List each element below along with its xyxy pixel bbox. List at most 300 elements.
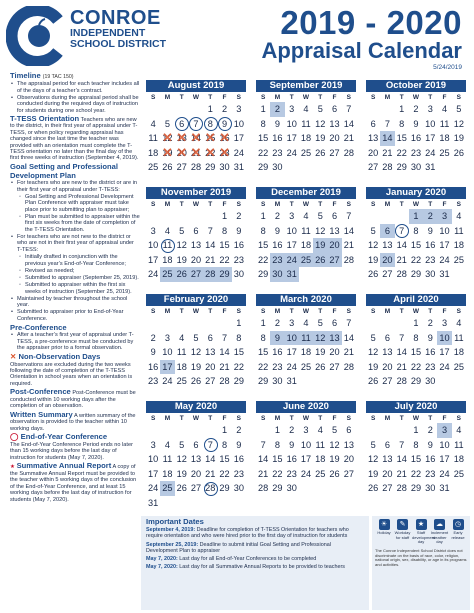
calendar-empty-cell <box>160 209 174 224</box>
month-calendar <box>146 294 246 389</box>
calendar-day: 29 <box>205 162 216 173</box>
weekday-label: S <box>456 93 462 101</box>
calendar-empty-cell <box>342 267 356 282</box>
weekday-label: T <box>289 414 294 422</box>
calendar-day: 20 <box>329 133 340 144</box>
legend-note: The Conroe Independent School District does not discriminate on the basis of race, color, religion, national origin, sex, disability, or age in its programs and activities. <box>375 547 467 568</box>
header <box>0 0 474 71</box>
calendar-empty-cell <box>160 496 174 511</box>
weekday-label: S <box>456 200 462 208</box>
calendar-day: 11 <box>301 118 311 129</box>
important-dates-heading: Important Dates <box>146 517 204 526</box>
legend-label: Workday for staff <box>394 530 411 540</box>
calendar-day: 14 <box>380 131 394 146</box>
important-dates-panel <box>141 516 369 610</box>
calendar-day: 26 <box>162 162 173 173</box>
calendar-day: 15 <box>410 347 422 358</box>
non-observation-text: Observations are excluded during the two weeks following the date of completion of the T-TESS Orientation in school years when an orientation is required. <box>10 361 133 387</box>
calendar-day: 20 <box>190 254 202 265</box>
month-header: April 2020 <box>366 294 466 306</box>
calendar-day: 15 <box>258 133 269 144</box>
calendar-day: 11 <box>162 454 173 465</box>
calendar-day: 12 <box>176 454 187 465</box>
calendar-day: 12 <box>453 118 464 129</box>
calendar-day: 21 <box>343 133 354 144</box>
calendar-day: 30 <box>425 269 436 280</box>
calendar-day: 4 <box>317 425 323 436</box>
calendar-day: 5 <box>317 318 323 329</box>
calendar-day: 1 <box>260 211 266 222</box>
calendar-day: 17 <box>439 454 450 465</box>
calendar-day: 7 <box>203 438 217 453</box>
summative-section <box>10 462 140 503</box>
calendar-day: 22 <box>396 147 407 158</box>
calendar-day: 5 <box>179 225 185 236</box>
calendar-day: 22 <box>410 361 422 372</box>
calendar-empty-cell <box>299 374 313 389</box>
calendar-empty-cell <box>327 374 341 389</box>
calendar-day: 9 <box>274 225 280 236</box>
calendar-day: 31 <box>148 497 159 508</box>
weekday-label: S <box>236 93 242 101</box>
circle-icon: ◯ <box>10 432 19 442</box>
important-date-item: May 7, 2020: Last day for all Summative Annual Reports to be provided to teachers <box>146 564 345 571</box>
weekday-label: F <box>332 200 337 208</box>
calendar-day: 29 <box>410 269 422 280</box>
calendar-day: 4 <box>179 332 185 343</box>
calendar-day: 15 <box>410 240 422 251</box>
weekday-label: S <box>236 200 242 208</box>
x-mark-icon: ✕ <box>10 351 17 361</box>
calendar-day: ✕ 19 <box>160 146 174 161</box>
calendar-day: 1 <box>409 209 423 224</box>
calendar-day: 21 <box>382 147 393 158</box>
calendar-day: 23 <box>272 361 283 372</box>
weekday-label: T <box>289 200 294 208</box>
calendar-day: 9 <box>413 118 419 129</box>
weekday-label: M <box>274 200 281 208</box>
calendar-day: 25 <box>315 468 326 479</box>
calendar-day: 16 <box>425 240 436 251</box>
month-calendar <box>256 187 356 282</box>
calendar-day: 11 <box>439 118 450 129</box>
calendar-day: 23 <box>425 254 436 265</box>
goal-sub-bullet: ◦ Revised as needed; <box>10 268 140 274</box>
calendar-day: 8 <box>413 225 419 236</box>
calendar-empty-cell <box>285 160 299 175</box>
calendar-day: 8 <box>203 117 217 132</box>
calendar-day: 17 <box>286 347 297 358</box>
workday-icon: ✎ <box>397 519 408 530</box>
calendar-day: ✕ 15 <box>203 131 217 146</box>
weekday-label: T <box>318 414 323 422</box>
calendar-day: 24 <box>439 254 450 265</box>
weekday-label: M <box>164 200 171 208</box>
calendar-day: 2 <box>289 425 295 436</box>
calendar-day: 12 <box>315 225 326 236</box>
calendar-day: 15 <box>219 454 230 465</box>
district-logo-icon <box>6 6 66 66</box>
calendar-day: 1 <box>399 104 405 115</box>
calendar-empty-cell <box>366 423 380 438</box>
calendar-day: 16 <box>272 133 283 144</box>
calendar-day: 24 <box>300 468 312 479</box>
month-header: January 2020 <box>366 187 466 199</box>
calendar-day: 24 <box>286 361 297 372</box>
weekday-label: W <box>192 93 200 101</box>
calendar-day: 18 <box>439 133 450 144</box>
calendar-day: 17 <box>160 360 174 375</box>
calendar-empty-cell <box>395 209 409 224</box>
calendar-day: 23 <box>410 147 422 158</box>
calendar-day: 24 <box>233 147 244 158</box>
calendar-day: 3 <box>236 104 242 115</box>
weekday-label: S <box>370 93 376 101</box>
weekday-label: S <box>370 200 376 208</box>
weekday-label: T <box>208 93 213 101</box>
calendar-day: 21 <box>219 361 230 372</box>
calendar-day: 3 <box>437 423 451 438</box>
calendar-day: 26 <box>329 468 340 479</box>
calendar-day: ✕ 23 <box>217 146 231 161</box>
weekday-label: M <box>274 307 281 315</box>
weekday-label: S <box>456 414 462 422</box>
weekday-label: T <box>428 200 433 208</box>
calendar-day: 14 <box>343 332 354 343</box>
calendar-day: 2 <box>427 425 433 436</box>
calendar-day: 15 <box>410 454 422 465</box>
calendar-day: 3 <box>150 225 156 236</box>
weekday-label: S <box>260 200 266 208</box>
calendar-day: 2 <box>274 211 280 222</box>
calendar-day: 27 <box>190 483 202 494</box>
calendar-day: 28 <box>396 269 407 280</box>
calendar-day: 17 <box>286 240 297 251</box>
title-name: Appraisal Calendar <box>261 38 462 63</box>
calendar-day: 10 <box>425 118 436 129</box>
weekday-label: F <box>442 93 447 101</box>
calendar-day: 21 <box>205 468 216 479</box>
calendar-day: 11 <box>454 439 464 450</box>
calendar-day: 22 <box>272 468 283 479</box>
calendar-empty-cell <box>160 316 174 331</box>
early-release-icon: ◷ <box>453 519 464 530</box>
calendar-day: 5 <box>179 439 185 450</box>
calendar-empty-cell <box>232 496 246 511</box>
calendar-day: 26 <box>175 267 189 282</box>
calendar-day: 12 <box>368 347 379 358</box>
calendar-day: 18 <box>176 361 187 372</box>
goal-setting-heading: Goal Setting and Professional Development Plan <box>10 162 119 180</box>
legend-item <box>394 519 412 545</box>
calendar-day: 17 <box>233 133 244 144</box>
legend-label: Inclement weather day <box>430 530 449 545</box>
calendar-day: 17 <box>425 133 436 144</box>
weekday-label: T <box>318 93 323 101</box>
important-date-item: May 7, 2020: Last day for all End-of-Year Conferences to be completed <box>146 556 317 563</box>
calendar-day: 8 <box>260 225 266 236</box>
calendar-day: 14 <box>343 118 354 129</box>
calendar-empty-cell <box>342 374 356 389</box>
summative-heading: Summative Annual Report <box>16 461 112 471</box>
month-header: October 2019 <box>366 80 466 92</box>
calendar-day: 19 <box>176 254 187 265</box>
calendar-empty-cell <box>203 209 217 224</box>
calendar-day: 2 <box>413 104 419 115</box>
calendar-day: 25 <box>148 162 159 173</box>
calendar-day: 28 <box>219 376 230 387</box>
calendar-empty-cell <box>299 267 313 282</box>
calendar-day: 19 <box>315 347 326 358</box>
calendar-day: 3 <box>289 211 295 222</box>
calendar-day: ✕ 22 <box>203 146 217 161</box>
weekday-label: M <box>384 200 391 208</box>
weekday-label: T <box>428 93 433 101</box>
orientation-section <box>10 115 140 162</box>
calendar-day: 19 <box>453 133 464 144</box>
calendar-day: 9 <box>427 439 433 450</box>
calendar-day: 5 <box>370 439 376 450</box>
calendar-day: 11 <box>454 225 464 236</box>
month-calendar <box>146 401 246 510</box>
calendar-empty-cell <box>380 423 394 438</box>
calendar-empty-cell <box>366 102 380 117</box>
calendar-day: 29 <box>217 267 231 282</box>
calendar-day: 3 <box>164 332 170 343</box>
calendar-day: 16 <box>425 347 436 358</box>
calendar-day: 3 <box>427 104 433 115</box>
calendar-empty-cell <box>395 423 409 438</box>
calendar-day: 8 <box>260 118 266 129</box>
calendar-empty-cell <box>189 209 203 224</box>
calendar-day: 13 <box>382 240 393 251</box>
legend-icons <box>375 519 467 545</box>
weather-icon: ☁ <box>436 521 443 528</box>
calendar-day: ✕ 16 <box>217 131 231 146</box>
calendar-day: 9 <box>150 347 156 358</box>
calendar-day: 28 <box>190 162 202 173</box>
legend-item <box>375 519 393 545</box>
goal-bullet: • Maintained by teacher throughout the school year. <box>10 296 140 309</box>
calendar-day: 30 <box>410 162 422 173</box>
calendar-day: 17 <box>286 133 297 144</box>
calendar-empty-cell <box>175 316 189 331</box>
calendar-empty-cell <box>366 209 380 224</box>
calendar-day: 6 <box>384 439 390 450</box>
month-calendar <box>366 187 466 282</box>
weekday-label: T <box>179 414 184 422</box>
month-calendar <box>366 294 466 389</box>
calendar-day: 13 <box>190 240 202 251</box>
calendar-day: 2 <box>236 211 242 222</box>
calendar-day: 29 <box>258 162 269 173</box>
end-of-year-heading: ◯ End-of-Year Conference <box>10 432 108 442</box>
weekday-label: M <box>384 93 391 101</box>
calendar-day: 31 <box>286 376 297 387</box>
calendar-day: 16 <box>286 454 297 465</box>
calendar-day: 1 <box>207 104 213 115</box>
weekday-label: W <box>412 93 420 101</box>
calendar-day: 23 <box>425 468 436 479</box>
calendar-day: 1 <box>221 425 228 436</box>
month-header: December 2019 <box>256 187 356 199</box>
weekday-label: S <box>150 93 156 101</box>
calendar-empty-cell <box>327 267 341 282</box>
legend-item <box>449 519 467 545</box>
month-header: November 2019 <box>146 187 246 199</box>
weekday-label: T <box>318 307 323 315</box>
calendar-day: 4 <box>164 225 170 236</box>
post-conference-text: Post-Conference must be conducted within 10 working days after the completion of an observation. <box>10 390 136 410</box>
calendar-day: 1 <box>274 425 280 436</box>
calendar-day: 21 <box>396 468 407 479</box>
calendar-day: 30 <box>286 483 297 494</box>
weekday-label: T <box>179 93 184 101</box>
calendar-day: 6 <box>207 332 213 343</box>
calendar-day: 14 <box>258 454 269 465</box>
weekday-label: T <box>399 200 404 208</box>
orientation-heading: T-TESS Orientation <box>10 113 80 123</box>
weekday-label: T <box>179 307 184 315</box>
calendar-empty-cell <box>437 374 451 389</box>
weekday-label: S <box>346 307 352 315</box>
calendar-day: 1 <box>260 318 266 329</box>
calendar-day: 29 <box>219 483 230 494</box>
calendar-day: 13 <box>343 439 354 450</box>
calendar-day: 24 <box>148 483 159 494</box>
calendar-day: 12 <box>176 240 187 251</box>
calendar-day: 15 <box>258 347 269 358</box>
calendar-day: 12 <box>313 331 327 346</box>
calendar-day: 4 <box>164 439 170 450</box>
calendar-day: 27 <box>368 162 379 173</box>
calendar-day: 25 <box>300 361 312 372</box>
weekday-label: W <box>412 414 420 422</box>
calendar-day: 9 <box>236 225 242 236</box>
calendar-empty-cell <box>395 316 409 331</box>
month-header: May 2020 <box>146 401 246 413</box>
month-calendar <box>146 187 246 282</box>
calendar-day: 8 <box>413 332 419 343</box>
calendar-day: 16 <box>410 133 422 144</box>
calendar-day: 20 <box>382 361 393 372</box>
calendar-day: 21 <box>343 347 354 358</box>
calendar-day: 20 <box>190 468 202 479</box>
weekday-label: F <box>332 307 337 315</box>
calendar-day: 12 <box>329 439 340 450</box>
weekday-label: T <box>208 307 213 315</box>
calendar-day: 18 <box>453 454 464 465</box>
weekday-label: W <box>192 414 200 422</box>
calendar-day: 8 <box>221 225 228 236</box>
calendar-empty-cell <box>299 481 313 496</box>
weekday-label: W <box>302 200 310 208</box>
weekday-label: T <box>399 307 404 315</box>
calendar-day: 11 <box>176 347 187 358</box>
calendar-day: 5 <box>456 104 462 115</box>
calendar-day: 20 <box>382 468 393 479</box>
weekday-label: T <box>208 200 213 208</box>
calendar-day: 30 <box>272 376 283 387</box>
written-summary-text: A written summary of the observation is provided to the teacher within 10 working days. <box>10 412 136 432</box>
calendar-day: 22 <box>258 147 269 158</box>
calendar-empty-cell <box>146 102 160 117</box>
weekday-label: S <box>260 93 266 101</box>
weekday-label: S <box>346 200 352 208</box>
weekday-label: F <box>332 93 337 101</box>
goal-sub-bullet: ◦ Plan must be submitted to appraiser within the first six weeks from the date of completion of the T-TESS Orientation. <box>10 214 140 233</box>
calendar-day: 13 <box>327 331 341 346</box>
weekday-label: S <box>150 307 156 315</box>
calendar-day: 7 <box>346 104 352 115</box>
calendar-day: 6 <box>193 225 199 236</box>
calendar-day: 24 <box>162 376 173 387</box>
pre-conference-bullet: • After a teacher’s first year of appraisal under T-TESS, a pre-conference must be conducted by the appraiser prior to a formal observation. <box>10 332 140 351</box>
calendar-empty-cell <box>313 160 327 175</box>
calendar-day: 31 <box>439 483 450 494</box>
calendar-day: 4 <box>456 318 462 329</box>
calendar-day: 23 <box>272 147 283 158</box>
calendar-day: 6 <box>331 211 338 222</box>
calendar-day: 12 <box>315 118 326 129</box>
weekday-label: W <box>192 307 200 315</box>
calendar-day: 31 <box>285 267 299 282</box>
weekday-label: M <box>274 93 281 101</box>
calendar-day: 27 <box>327 253 341 268</box>
district-name-line1: CONROE <box>70 7 161 29</box>
calendar-day: 30 <box>270 267 284 282</box>
calendar-day: 14 <box>396 454 407 465</box>
calendar-day: 8 <box>236 332 242 343</box>
calendar-day: 22 <box>258 361 269 372</box>
legend-panel <box>372 516 470 610</box>
calendar-day: 21 <box>396 254 407 265</box>
calendar-day: 29 <box>258 269 269 280</box>
calendar-day: 4 <box>303 211 309 222</box>
calendar-empty-cell <box>146 316 160 331</box>
written-summary-section <box>10 411 140 432</box>
calendar-day: 10 <box>437 331 451 346</box>
calendar-day: 10 <box>285 331 299 346</box>
calendar-day: 25 <box>453 468 464 479</box>
weekday-label: S <box>370 307 376 315</box>
calendar-empty-cell <box>160 423 174 438</box>
calendar-day: 19 <box>329 454 340 465</box>
calendar-day: 9 <box>274 118 280 129</box>
star-icon: ★ <box>10 464 16 471</box>
calendar-day: ✕ 21 <box>189 146 203 161</box>
weekday-label: W <box>412 307 420 315</box>
calendar-day: 9 <box>270 331 284 346</box>
weekday-label: M <box>164 307 171 315</box>
calendar-day: 15 <box>258 240 269 251</box>
calendar-day: 13 <box>329 225 340 236</box>
calendar-day: 1 <box>221 211 228 222</box>
calendar-day: 31 <box>439 269 450 280</box>
weekday-label: T <box>428 307 433 315</box>
calendar-day: 14 <box>396 240 407 251</box>
calendar-day: 1 <box>413 318 419 329</box>
calendar-day: 21 <box>205 254 216 265</box>
calendar-day: 30 <box>219 162 230 173</box>
calendar-empty-cell <box>313 481 327 496</box>
calendar-empty-cell <box>146 209 160 224</box>
calendar-day: 17 <box>148 254 159 265</box>
calendar-day: 18 <box>300 347 312 358</box>
calendar-day: 20 <box>343 454 354 465</box>
goal-sub-bullet: ◦ Goal Setting and Professional Development Plan Conference with appraiser must take place prior to submitting plan to appraiser; <box>10 194 140 213</box>
calendar-day: 9 <box>427 332 433 343</box>
